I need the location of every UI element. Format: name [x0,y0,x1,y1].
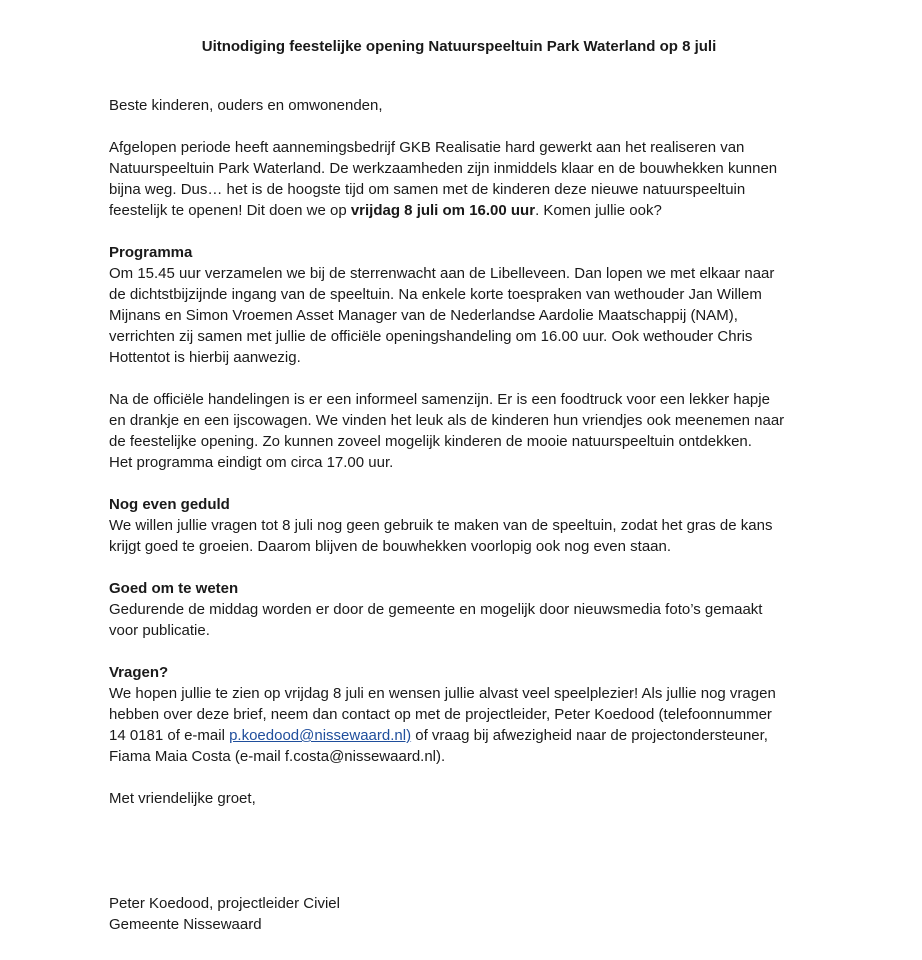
greeting: Beste kinderen, ouders en omwonenden, [109,97,383,114]
paragraph-line: verrichten zij samen met jullie de officiële openingshandeling om 16.00 uur. Ook wethouder Chris [109,328,753,345]
paragraph-line: de dichtstbijzijnde ingang van de speeltuin. Na enkele korte toespraken van wethouder Jan Willem [109,286,762,303]
closing: Met vriendelijke groet, [109,790,256,807]
geduld-section [109,494,819,557]
intro-text: . Komen jullie ook? [535,202,662,219]
letter-title: Uitnodiging feestelijke opening Natuurspeeltuin Park Waterland op 8 juli [201,38,717,55]
signature-org: Gemeente Nissewaard [109,916,262,933]
letter [109,36,819,935]
intro-text: feestelijk te openen! Dit doen we op [109,202,351,219]
paragraph-line [109,725,819,746]
intro-line: Natuurspeeltuin Park Waterland. De werkzaamheden zijn inmiddels klaar en de bouwhekken kunnen [109,160,778,177]
programma-section [109,242,819,368]
intro-paragraph [109,137,819,221]
paragraph-text: of vraag bij afwezigheid naar de projectondersteuner, [411,727,768,744]
paragraph-text: 14 0181 of e-mail [109,727,230,744]
paragraph-line: en drankje en een ijscowagen. We vinden het leuk als de kinderen hun vriendjes ook meenemen naar [109,412,785,429]
paragraph-line: voor publicatie. [109,622,210,639]
intro-line [109,200,819,221]
paragraph-line: hebben over deze brief, neem dan contact op met de projectleider, Peter Koedood (telefoonnummer [109,706,772,723]
samenzijn-paragraph [109,389,819,473]
paragraph-line: de feestelijke opening. Zo kunnen zoveel mogelijk kinderen de mooie natuurspeeltuin ontdekken. [109,433,752,450]
paragraph-line: Gedurende de middag worden er door de gemeente en mogelijk door nieuwsmedia foto’s gemaakt [109,601,763,618]
intro-line: Afgelopen periode heeft aannemingsbedrijf GKB Realisatie hard gewerkt aan het realiseren van [109,139,745,156]
weten-section [109,578,819,641]
intro-line: bijna weg. Dus… het is de hoogste tijd om samen met de kinderen deze nieuwe natuurspeeltuin [109,181,746,198]
section-heading: Programma [109,244,193,261]
paragraph-line: Het programma eindigt om circa 17.00 uur. [109,454,394,471]
paragraph-line: We willen jullie vragen tot 8 juli nog geen gebruik te maken van de speeltuin, zodat het gras de kans [109,517,773,534]
section-heading: Vragen? [109,664,169,681]
paragraph-line: Hottentot is hierbij aanwezig. [109,349,301,366]
paragraph-line: We hopen jullie te zien op vrijdag 8 juli en wensen jullie alvast veel speelplezier! Als jullie nog vragen [109,685,776,702]
vragen-section [109,662,819,767]
signature-name: Peter Koedood, projectleider Civiel [109,895,340,912]
paragraph-line: krijgt goed te groeien. Daarom blijven de bouwhekken voorlopig ook nog even staan. [109,538,672,555]
event-date-time: vrijdag 8 juli om 16.00 uur [350,202,536,219]
paragraph-line: Na de officiële handelingen is er een informeel samenzijn. Er is een foodtruck voor een lekker hapje [109,391,770,408]
email-link[interactable]: p.koedood@nissewaard.nl) [229,727,412,744]
section-heading: Nog even geduld [109,496,230,513]
signature-space [109,809,819,893]
paragraph-line: Fiama Maia Costa (e-mail f.costa@nissewaard.nl). [109,748,446,765]
section-heading: Goed om te weten [109,580,239,597]
paragraph-line: Om 15.45 uur verzamelen we bij de sterrenwacht aan de Libelleveen. Dan lopen we met elkaar naar [109,265,775,282]
paragraph-line: Mijnans en Simon Vroemen Asset Manager van de Nederlandse Aardolie Maatschappij (NAM), [109,307,738,324]
